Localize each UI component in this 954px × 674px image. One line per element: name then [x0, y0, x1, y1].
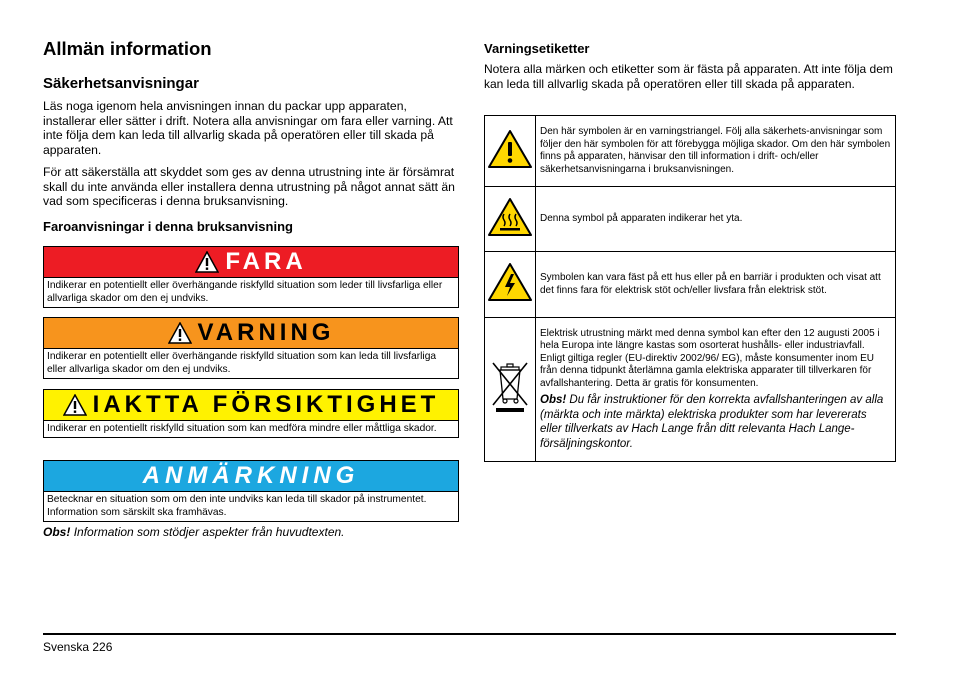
anmarkning-text: Betecknar en situation som om den inte undviks kan leda till skador på instrumentet. Information som särskilt ska framhävas. [47, 494, 427, 518]
warning-labels-table [484, 115, 896, 462]
safety-section [43, 99, 457, 209]
row-text: Elektrisk utrustning märkt med denna symbol kan efter den 12 augusti 2005 i hela Europa inte längre kastas som osorterat hushålls- eller industriavfall. Enligt giltiga regler (EU-direktiv 2002/96/ EG), måste konsumenter inom EU från denna tidpunkt återlämna gamla elektriska apparater till tillverkaren för avfallshantering. Detta är gratis för konsumenten. [540, 327, 880, 389]
note-text: Information som stödjer aspekter från huvudtexten. [73, 525, 345, 539]
row-text: Denna symbol på apparaten indikerar het yta. [536, 187, 896, 252]
labels-intro: Notera alla märken och etiketter som är fästa på apparaten. Att inte följa dem kan leda till allvarlig skada på operatören eller till skada på apparaten. [484, 62, 893, 91]
weee-bin-icon [487, 359, 533, 415]
electric-shock-icon [487, 262, 533, 302]
safety-paragraph-1: Läs noga igenom hela anvisningen innan du packar upp apparaten, installerar eller sätter i drift. Notera alla anvisningar om fara eller varning. Att inte följa dem kan leda till allvarlig skada på operatören eller till skada på apparaten. [43, 99, 453, 157]
hazard-anmarkning-box [43, 460, 459, 522]
safety-paragraph-2: För att säkerställa att skyddet som ges av denna utrustning inte är försämrat skall du inte använda eller installera denna utrustning på något annat sätt än vad som specificeras i denna bruksanvisning. [43, 165, 455, 208]
varning-band [44, 318, 458, 349]
varning-text: Indikerar en potentiellt eller överhängande riskfylld situation som kan leda till livsfarliga eller allvarliga skador om den ej undviks. [47, 351, 437, 375]
varning-word: VARNING [197, 319, 335, 346]
hazard-fara-box [43, 246, 459, 308]
iaktta-text: Indikerar en potentiellt riskfylld situation som kan medföra mindre eller måttliga skador. [47, 423, 437, 434]
page-heading: Allmän information [43, 38, 212, 59]
table-row [485, 187, 896, 252]
anmarkning-band [44, 461, 458, 492]
row-text: Den här symbolen är en varningstriangel. Följ alla säkerhets-anvisningar som följer den här symbolen för att förebygga möjliga skador. Om den här symbolen finns på apparaten, hänvisar den till information i drift- och/eller säkerhetsanvisningarna i bruksanvisningen. [536, 116, 896, 187]
fara-band [44, 247, 458, 278]
labels-heading: Varningsetiketter [484, 41, 590, 56]
hazards-heading: Faroanvisningar i denna bruksanvisning [43, 219, 293, 234]
fara-text: Indikerar en potentiellt eller överhängande riskfylld situation som leder till livsfarliga eller allvarliga skador om den ej undviks. [47, 280, 443, 304]
hazard-iaktta-box [43, 389, 459, 438]
footer-divider [43, 633, 896, 635]
warning-triangle-icon [168, 322, 192, 344]
hazard-varning-box [43, 317, 459, 379]
iaktta-band [44, 390, 458, 421]
hot-surface-icon [487, 197, 533, 237]
warning-triangle-icon [63, 394, 87, 416]
table-row [485, 252, 896, 318]
row-note-label: Obs! [540, 394, 567, 407]
table-row [485, 318, 896, 462]
safety-heading: Säkerhetsanvisningar [43, 75, 199, 92]
anmarkning-word: ANMÄRKNING [142, 462, 360, 489]
warning-triangle-icon [195, 251, 219, 273]
iaktta-word: IAKTTA FÖRSIKTIGHET [92, 391, 440, 418]
row-note-text: Du får instruktioner för den korrekta avfallshanteringen av alla (märkta och inte märkta) elektriska produkter som har levererats eller tillverkats av Hach Lange från ditt relevanta Hach Lange-försäljningskontor. [540, 394, 884, 450]
row-note [540, 393, 891, 451]
warning-triangle-icon [487, 129, 533, 169]
row-text: Symbolen kan vara fäst på ett hus eller på en barriär i produkten och visat att det finns fara för elektrisk stöt och/eller livsfara från elektrisk stöt. [536, 252, 896, 318]
table-row [485, 116, 896, 187]
note-label: Obs! [43, 525, 71, 539]
fara-word: FARA [225, 248, 307, 275]
hazards-note [43, 525, 345, 539]
page-footer: Svenska 226 [43, 640, 113, 654]
